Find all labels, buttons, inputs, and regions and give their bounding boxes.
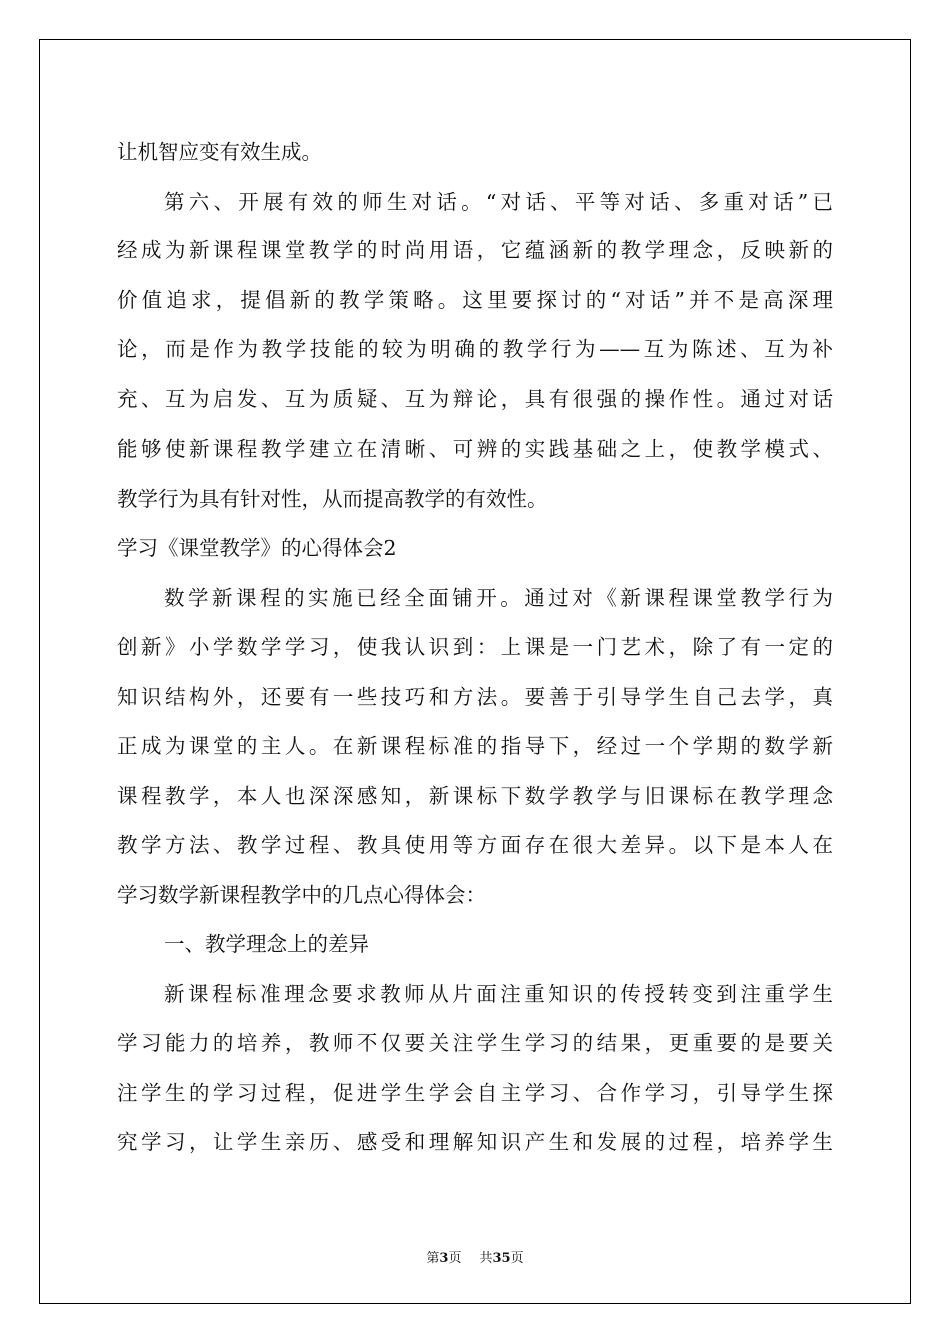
paragraph-line: 经成为新课程课堂教学的时尚用语，它蕴涵新的教学理念，反映新的 bbox=[117, 238, 833, 262]
paragraph-line: 数学新课程的实施已经全面铺开。通过对《新课程课堂教学行为 bbox=[164, 586, 833, 610]
paragraph-line: 创新》小学数学学习，使我认识到：上课是一门艺术，除了有一定的 bbox=[117, 635, 833, 659]
paragraph-line: 学习数学新课程教学中的几点心得体会： bbox=[117, 883, 486, 907]
paragraph-line: 正成为课堂的主人。在新课程标准的指导下，经过一个学期的数学新 bbox=[117, 734, 833, 758]
paragraph-line: 教学行为具有针对性，从而提高教学的有效性。 bbox=[117, 487, 548, 511]
paragraph-line: 课程教学，本人也深深感知，新课标下数学教学与旧课标在教学理念 bbox=[117, 784, 833, 808]
paragraph-line: 知识结构外，还要有一些技巧和方法。要善于引导学生自己去学，真 bbox=[117, 685, 833, 709]
paragraph-line: 注学生的学习过程，促进学生学会自主学习、合作学习，引导学生探 bbox=[117, 1081, 833, 1105]
paragraph-line: 第六、开展有效的师生对话。“对话、平等对话、多重对话”已 bbox=[164, 190, 833, 214]
paragraph-line: 充、互为启发、互为质疑、互为辩论，具有很强的操作性。通过对话 bbox=[117, 387, 833, 411]
page-number: 3 bbox=[439, 1251, 449, 1266]
page-prefix: 第 bbox=[426, 1251, 440, 1266]
paragraph-line: 究学习，让学生亲历、感受和理解知识产生和发展的过程，培养学生 bbox=[117, 1130, 833, 1154]
paragraph-line: 教学方法、教学过程、教具使用等方面存在很大差异。以下是本人在 bbox=[117, 833, 833, 857]
page-border bbox=[39, 39, 911, 1304]
section-heading: 学习《课堂教学》的心得体会2 bbox=[117, 536, 397, 560]
page-footer bbox=[0, 1247, 950, 1266]
total-pages: 35 bbox=[492, 1251, 511, 1266]
total-suffix: 页 bbox=[510, 1251, 524, 1266]
paragraph-line: 让机智应变有效生成。 bbox=[117, 140, 322, 164]
paragraph-line: 能够使新课程教学建立在清晰、可辨的实践基础之上，使教学模式、 bbox=[117, 437, 833, 461]
page-suffix: 页 bbox=[448, 1251, 462, 1266]
paragraph-line: 价值追求，提倡新的教学策略。这里要探讨的“对话”并不是高深理 bbox=[117, 288, 833, 312]
subheading: 一、教学理念上的差异 bbox=[164, 932, 369, 956]
paragraph-line: 新课程标准理念要求教师从片面注重知识的传授转变到注重学生 bbox=[164, 982, 833, 1006]
paragraph-line: 学习能力的培养，教师不仅要关注学生学习的结果，更重要的是要关 bbox=[117, 1031, 833, 1055]
total-prefix: 共 bbox=[479, 1251, 493, 1266]
paragraph-line: 论，而是作为教学技能的较为明确的教学行为——互为陈述、互为补 bbox=[117, 337, 833, 361]
